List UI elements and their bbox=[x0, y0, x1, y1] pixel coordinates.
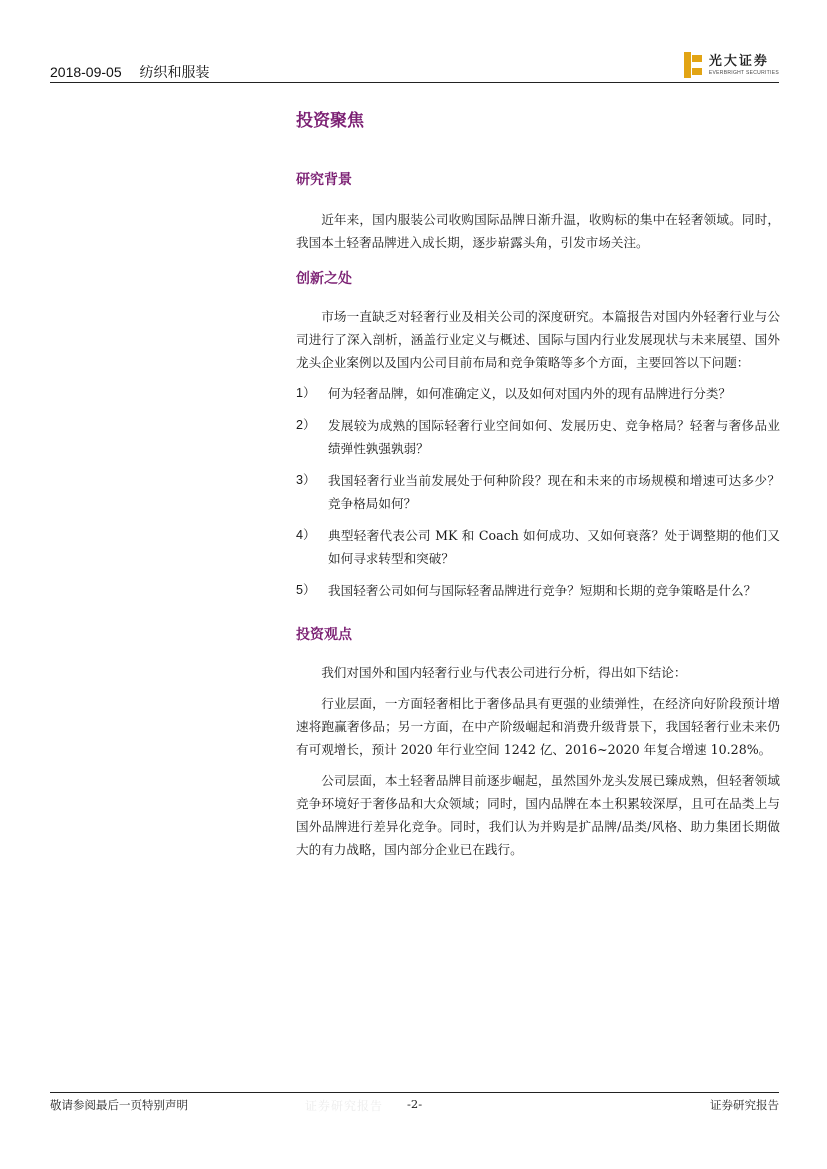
views-paragraph: 公司层面，本土轻奢品牌目前逐步崛起，虽然国外龙头发展已臻成熟，但轻奢领域竞争环境好于奢侈品和大众领域；同时，国内品牌在本土积累较深厚，且可在品类上与国外品牌进行差异化竞争。同时，我们认为并购是扩品牌/品类/风格、助力集团长期做大的有力战略，国内部分企业已在践行。 bbox=[296, 773, 780, 857]
question-number: 1） bbox=[296, 386, 316, 400]
question-text: 我国轻奢公司如何与国际轻奢品牌进行竞争？短期和长期的竞争策略是什么？ bbox=[328, 583, 757, 598]
views-paragraph: 行业层面，一方面轻奢相比于奢侈品具有更强的业绩弹性，在经济向好阶段预计增速将跑赢奢侈品；另一方面，在中产阶级崛起和消费升级背景下，我国轻奢行业未来仍有可观增长，预计 2020 年行业空间 1242 亿、2016~2020 年复合增速 10.28%。 bbox=[296, 696, 780, 757]
sector-name: 纺织和服装 bbox=[139, 64, 210, 80]
section-title-background: 研究背景 bbox=[296, 172, 352, 188]
footer-divider bbox=[50, 1092, 779, 1093]
logo-english-name: EVERBRIGHT SECURITIES bbox=[708, 69, 779, 76]
main-content bbox=[296, 100, 780, 861]
question-number: 4） bbox=[296, 528, 316, 542]
logo-chinese-name: 光大证券 bbox=[708, 53, 769, 69]
header-divider bbox=[50, 82, 779, 83]
footer-watermark: 证券研究报告 bbox=[305, 1099, 384, 1113]
question-item bbox=[296, 382, 780, 405]
section-title-innovation: 创新之处 bbox=[296, 271, 352, 287]
question-item bbox=[296, 414, 780, 460]
section-title-views: 投资观点 bbox=[296, 627, 352, 643]
footer-disclaimer: 敬请参阅最后一页特别声明 bbox=[50, 1098, 188, 1112]
page-title: 投资聚焦 bbox=[296, 111, 364, 131]
question-text: 何为轻奢品牌，如何准确定义，以及如何对国内外的现有品牌进行分类？ bbox=[328, 386, 731, 401]
question-number: 3） bbox=[296, 473, 316, 487]
question-item bbox=[296, 469, 780, 515]
page-footer bbox=[50, 1097, 779, 1117]
footer-report-type: 证券研究报告 bbox=[710, 1098, 779, 1112]
views-paragraph: 我们对国外和国内轻奢行业与代表公司进行分析，得出如下结论： bbox=[321, 665, 687, 680]
question-item bbox=[296, 524, 780, 570]
company-logo bbox=[684, 52, 779, 78]
innovation-paragraph: 市场一直缺乏对轻奢行业及相关公司的深度研究。本篇报告对国内外轻奢行业与公司进行了深入剖析，涵盖行业定义与概述、国际与国内行业发展现状与未来展望、国外龙头企业案例以及国内公司目前布局和竞争策略等多个方面，主要回答以下问题： bbox=[296, 309, 780, 370]
question-number: 2） bbox=[296, 418, 316, 432]
header-info bbox=[50, 62, 224, 82]
background-paragraph: 近年来，国内服装公司收购国际品牌日渐升温，收购标的集中在轻奢领域。同时，我国本土轻奢品牌进入成长期，逐步崭露头角，引发市场关注。 bbox=[296, 212, 780, 250]
question-item bbox=[296, 579, 780, 602]
question-number: 5） bbox=[296, 583, 316, 597]
question-text: 我国轻奢行业当前发展处于何种阶段？现在和未来的市场规模和增速可达多少？竞争格局如何？ bbox=[328, 473, 780, 511]
page-number: -2- bbox=[407, 1097, 423, 1111]
question-text: 典型轻奢代表公司 MK 和 Coach 如何成功、又如何衰落？处于调整期的他们又如何寻求转型和突破？ bbox=[328, 528, 780, 566]
question-text: 发展较为成熟的国际轻奢行业空间如何、发展历史、竞争格局？轻奢与奢侈品业绩弹性孰强孰弱？ bbox=[328, 418, 780, 456]
report-date: 2018-09-05 bbox=[50, 64, 122, 80]
logo-mark-icon bbox=[684, 52, 704, 78]
